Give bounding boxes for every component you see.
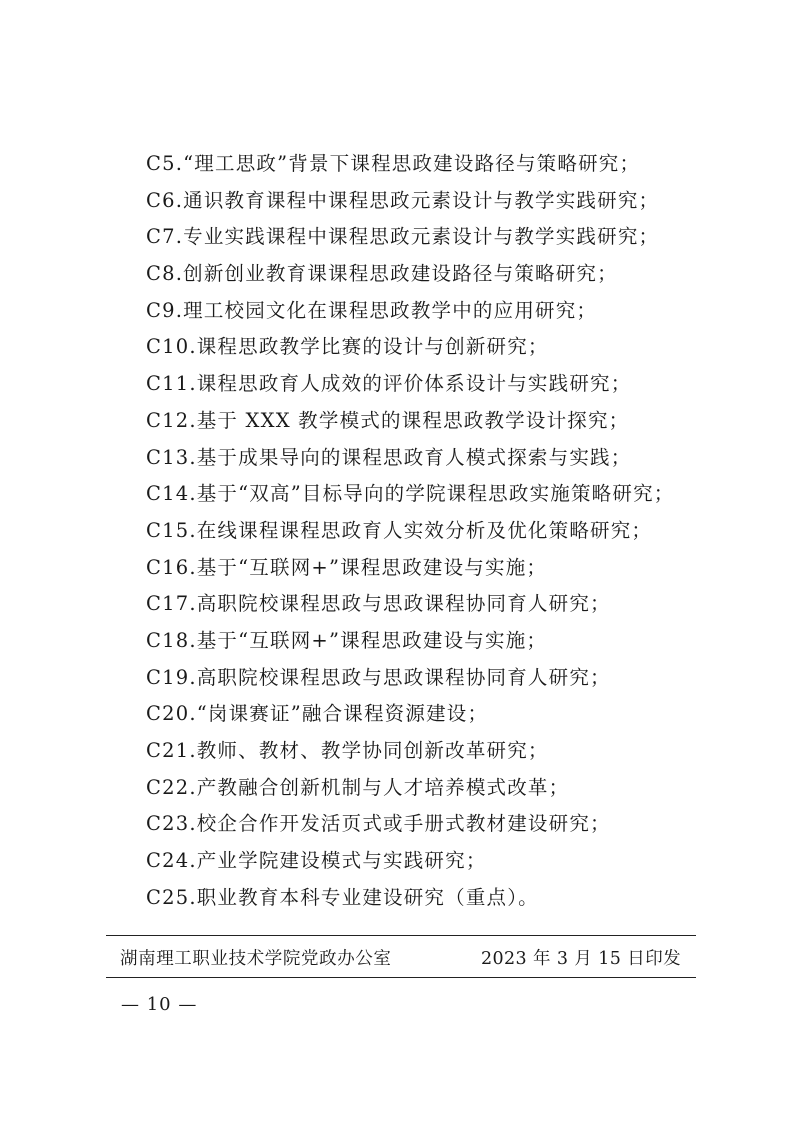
list-item: C7.专业实践课程中课程思政元素设计与教学实践研究；: [146, 225, 660, 249]
research-topic-list: [146, 146, 706, 916]
list-item: C22.产教融合创新机制与人才培养模式改革；: [146, 775, 570, 799]
list-item: C13.基于成果导向的课程思政育人模式探索与实践；: [146, 445, 632, 469]
list-item: C14.基于“双高”目标导向的学院课程思政实施策略研究；: [146, 482, 675, 506]
list-item: C21.教师、教材、教学协同创新改革研究；: [146, 739, 549, 762]
list-item: C5.“理工思政”背景下课程思政建设路径与策略研究；: [146, 152, 641, 175]
list-item: C25.职业教育本科专业建设研究（重点）。: [146, 885, 539, 909]
list-item: C24.产业学院建设模式与实践研究；: [146, 849, 487, 873]
list-item: C15.在线课程课程思政育人实效分析及优化策略研究；: [146, 518, 653, 542]
page-number: — 10 —: [121, 994, 198, 1015]
issue-date: 2023 年 3 月 15 日印发: [480, 949, 681, 969]
list-item: C18.基于“互联网+”课程思政建设与实施；: [146, 628, 548, 652]
list-item: C20.“岗课赛证”融合课程资源建设；: [146, 702, 489, 726]
footer-divider-bottom: [106, 977, 696, 978]
list-item: C11.课程思政育人成效的评价体系设计与实践研究；: [146, 372, 632, 396]
list-item: C19.高职院校课程思政与思政课程协同育人研究；: [146, 665, 611, 689]
list-item: C8.创新创业教育课课程思政建设路径与策略研究；: [146, 262, 618, 286]
list-item: C17.高职院校课程思政与思政课程协同育人研究；: [146, 592, 611, 616]
list-item: C6.通识教育课程中课程思政元素设计与教学实践研究；: [146, 188, 660, 212]
list-item: C10.课程思政教学比赛的设计与创新研究；: [146, 335, 549, 359]
footer-divider-top: [106, 935, 696, 936]
list-item: C16.基于“互联网+”课程思政建设与实施；: [146, 555, 548, 579]
list-item: C12.基于 XXX 教学模式的课程思政教学设计探究；: [146, 408, 630, 432]
list-item: C9.理工校园文化在课程思政教学中的应用研究；: [146, 298, 598, 322]
list-item: C23.校企合作开发活页式或手册式教材建设研究；: [146, 812, 611, 836]
issuing-office: 湖南理工职业技术学院党政办公室: [120, 949, 392, 969]
